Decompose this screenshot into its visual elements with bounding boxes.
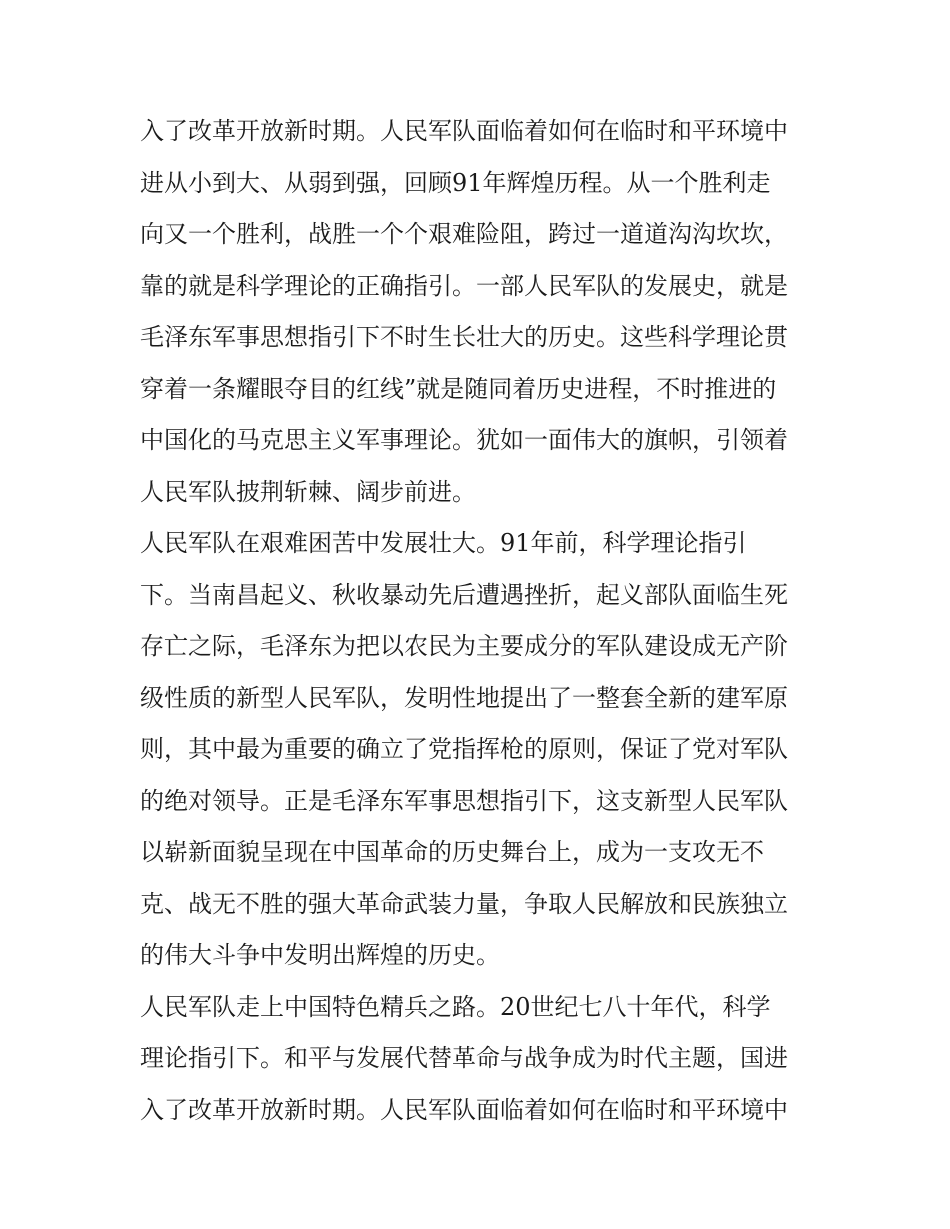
text-line: 毛泽东军事思想指引下不时生长壮大的历史。这些科学理论贯 [140, 323, 788, 351]
text-line: 向又一个胜利，战胜一个个艰难险阻，跨过一道道沟沟坎坎， [140, 220, 788, 248]
document-body [140, 106, 820, 1136]
text-line: 人民军队在艰难困苦中发展壮大。91年前，科学理论指引 [140, 529, 747, 557]
text-line: 则，其中最为重要的确立了党指挥枪的原则，保证了党对军队 [140, 735, 788, 763]
text-line: 下。当南昌起义、秋收暴动先后遭遇挫折，起义部队面临生死 [140, 580, 788, 609]
text-line: 的绝对领导。正是毛泽东军事思想指引下，这支新型人民军队 [140, 786, 788, 815]
text-line: 的伟大斗争中发明出辉煌的历史。 [140, 941, 500, 969]
text-line: 以崭新面貌呈现在中国革命的历史舞台上，成为一支攻无不 [140, 838, 764, 866]
text-line: 人民军队走上中国特色精兵之路。20世纪七八十年代，科学 [140, 992, 771, 1021]
text-line: 存亡之际，毛泽东为把以农民为主要成分的军队建设成无产阶 [140, 632, 788, 660]
text-line: 级性质的新型人民军队，发明性地提出了一整套全新的建军原 [140, 683, 788, 712]
text-line: 入了改革开放新时期。人民军队面临着如何在临时和平环境中 [140, 1095, 788, 1124]
text-line: 理论指引下。和平与发展代替革命与战争成为时代主题，国进 [140, 1044, 788, 1072]
text-line: 靠的就是科学理论的正确指引。一部人民军队的发展史，就是 [140, 271, 788, 300]
text-line: 中国化的马克思主义军事理论。犹如一面伟大的旗帜，引领着 [140, 426, 788, 454]
text-line: 穿着一条耀眼夺目的红线”就是随同着历史进程，不时推进的 [140, 374, 777, 403]
text-line: 进从小到大、从弱到强，回顾91年辉煌历程。从一个胜利走 [140, 168, 771, 197]
text-line: 克、战无不胜的强大革命武装力量，争取人民解放和民族独立 [140, 889, 788, 918]
text-line: 入了改革开放新时期。人民军队面临着如何在临时和平环境中 [140, 117, 788, 145]
text-line: 人民军队披荆斩棘、阔步前进。 [140, 477, 476, 506]
